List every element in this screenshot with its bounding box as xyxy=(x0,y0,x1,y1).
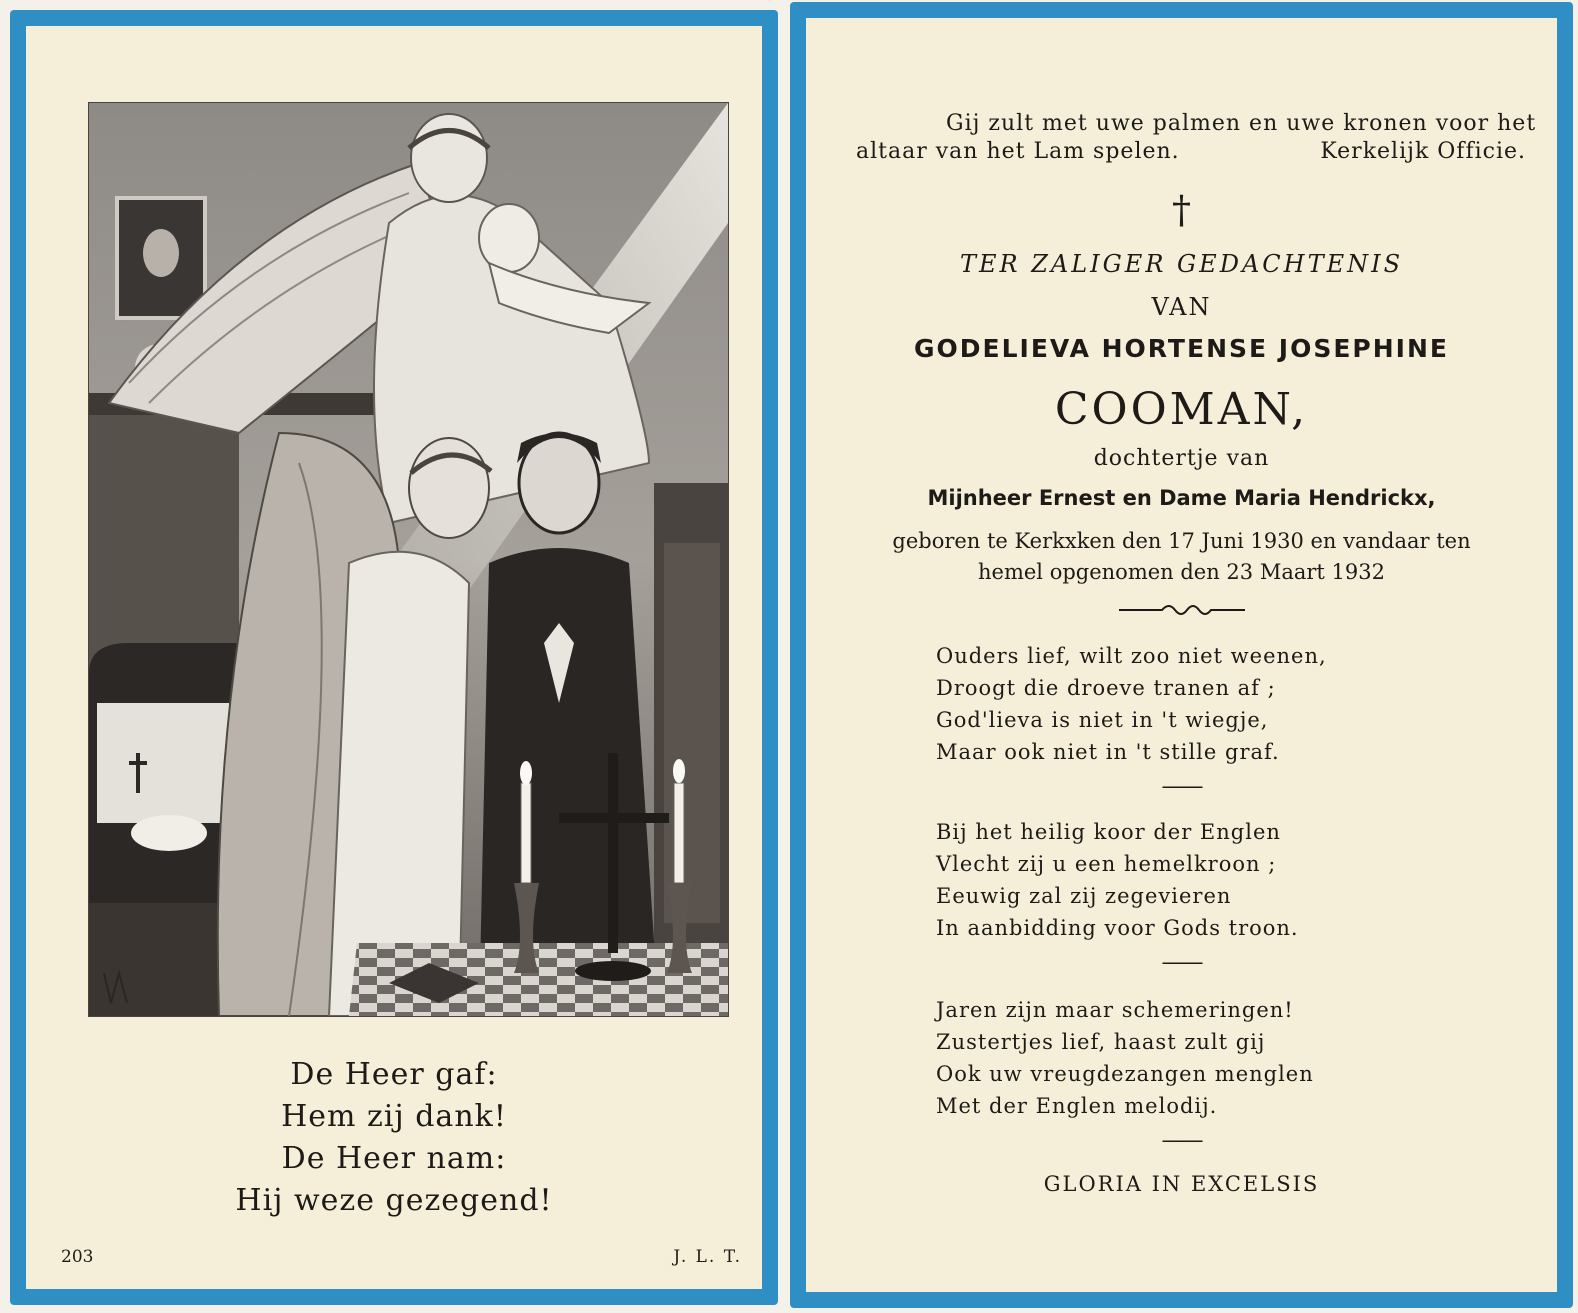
left-card-panel xyxy=(10,10,778,1305)
stanza-separator: —— xyxy=(1161,950,1202,975)
quote-line: Gij zult met uwe palmen en uwe kronen voor het xyxy=(946,111,1537,136)
verse-line: Hem zij dank! xyxy=(281,1099,507,1134)
stanza-separator: —— xyxy=(1161,774,1202,799)
printer-mark: J. L. T. xyxy=(673,1247,742,1267)
quote-source: Kerkelijk Officie. xyxy=(1320,139,1526,164)
poem-line: In aanbidding voor Gods troon. xyxy=(936,916,1299,940)
left-verse xyxy=(26,1054,762,1222)
ornament-divider xyxy=(806,600,1557,624)
poem-stanza xyxy=(936,994,1314,1122)
poem-line: Ook uw vreugdezangen menglen xyxy=(936,1062,1314,1086)
closing-phrase: GLORIA IN EXCELSIS xyxy=(1043,1172,1320,1196)
poem-stanza xyxy=(936,816,1299,944)
cross-icon: † xyxy=(1172,188,1191,232)
given-names: GODELIEVA HORTENSE JOSEPHINE xyxy=(914,334,1449,363)
poem-line: God'lieva is niet in 't wiegje, xyxy=(936,708,1269,732)
poem-line: Eeuwig zal zij zegevieren xyxy=(936,884,1232,908)
van-label: VAN xyxy=(1151,293,1212,321)
poem-line: Met der Englen melodij. xyxy=(936,1094,1218,1118)
quote-line: altaar van het Lam spelen. xyxy=(856,139,1180,164)
poem-line: Maar ook niet in 't stille graf. xyxy=(936,740,1280,764)
surname: COOMAN, xyxy=(1054,384,1309,435)
stanza-separator: —— xyxy=(1161,1128,1202,1153)
verse-line: Hij weze gezegend! xyxy=(235,1183,553,1218)
dates-line: hemel opgenomen den 23 Maart 1932 xyxy=(978,560,1385,584)
right-card-paper xyxy=(806,18,1557,1292)
poem-line: Jaren zijn maar schemeringen! xyxy=(936,998,1294,1022)
poem-line: Zustertjes lief, haast zult gij xyxy=(936,1030,1266,1054)
poem-stanza xyxy=(936,640,1327,768)
angel-illustration-drawing xyxy=(89,103,728,1016)
poem-line: Bij het heilig koor der Englen xyxy=(936,820,1281,844)
right-card-panel xyxy=(790,2,1573,1308)
left-card-paper xyxy=(26,26,762,1289)
memorial-heading: TER ZALIGER GEDACHTENIS xyxy=(959,250,1404,278)
dates-line: geboren te Kerkxken den 17 Juni 1930 en vandaar ten xyxy=(892,529,1471,553)
card-number: 203 xyxy=(61,1247,94,1267)
birth-death-dates xyxy=(806,526,1557,588)
flourish-icon xyxy=(1117,600,1247,620)
poem-line: Ouders lief, wilt zoo niet weenen, xyxy=(936,644,1327,668)
relation-text: dochtertje van xyxy=(1093,446,1270,471)
poem-line: Vlecht zij u een hemelkroon ; xyxy=(936,852,1277,876)
memorial-text xyxy=(806,18,1557,1292)
poem-line: Droogt die droeve tranen af ; xyxy=(936,676,1276,700)
angel-illustration xyxy=(88,102,729,1017)
scripture-quote xyxy=(856,110,1537,166)
parents-names: Mijnheer Ernest en Dame Maria Hendrickx, xyxy=(927,486,1436,510)
verse-line: De Heer gaf: xyxy=(290,1057,498,1092)
verse-line: De Heer nam: xyxy=(281,1141,507,1176)
